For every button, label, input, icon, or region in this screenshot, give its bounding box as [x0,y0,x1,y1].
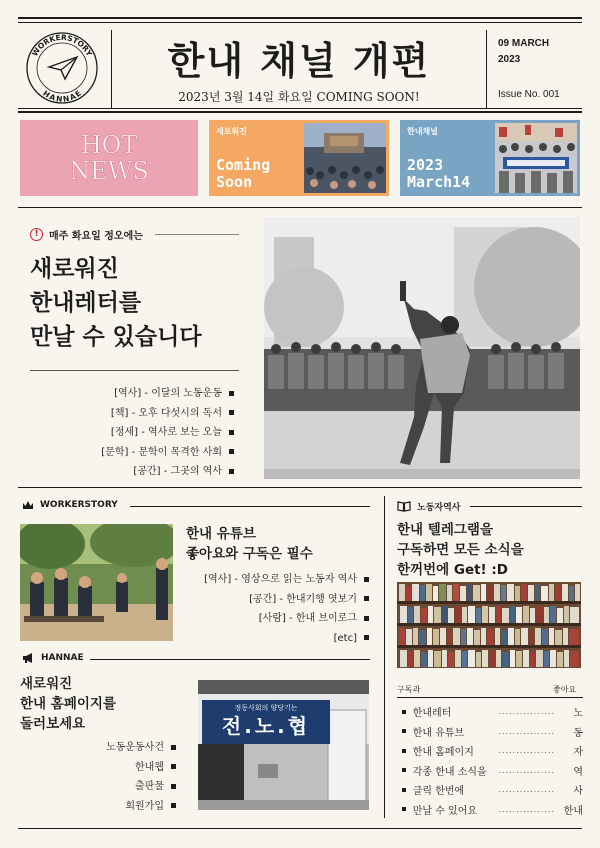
masthead-divider-right [486,30,487,108]
list-item[interactable]: 한내레터 ................ 노 [397,702,583,722]
list-item[interactable]: [문학] - 문학이 목격한 사회 [101,443,234,463]
list-item[interactable]: 출판물 [106,777,176,797]
feature-bottom-rule [18,487,582,488]
masthead-bottom-rule [18,108,582,109]
exclamation-icon: ! [30,228,43,241]
list-item[interactable]: [역사] - 이달의 노동운동 [101,384,234,404]
list-item[interactable]: 회원가입 [106,797,176,817]
homepage-links [106,738,176,816]
headline-line-3: 만날 수 있습니다 [30,324,202,350]
workerstory-label: WORKERSTORY [22,500,118,510]
logo-bottom-text: HANNAE [41,88,83,104]
homepage-heading: 새로워진 한내 홈페이지를 둘러보세요 [20,676,116,732]
list-item[interactable]: 한내 홈페이지 ................ 자 [397,741,583,761]
hot-news-box[interactable] [20,120,198,196]
list-item[interactable]: 노동운동사건 [106,738,176,758]
masthead-bottom-rule-thick [18,111,582,113]
list-item[interactable]: 클릭 한번에 ................ 사 [397,780,583,800]
history-line [470,506,582,507]
toc-right-label: 좋아요 [553,685,577,694]
headline-line-1: 새로워진 [30,256,119,282]
hannae-line [90,659,370,660]
subscription-list [397,702,583,819]
crowd-photo [304,123,386,193]
park-photo [20,524,173,641]
list-item[interactable]: [etc] [204,629,369,649]
svg-text:WORKERSTORY [30,33,94,58]
hot-text: HOT [80,131,138,159]
protest-photo [264,217,580,479]
headline-line-2: 한내레터를 [30,290,142,316]
megaphone-icon [22,653,35,663]
list-item[interactable]: [공간] - 그곳의 역사 [101,462,234,482]
list-item[interactable]: 한내 유튜브 ................ 동 [397,722,583,742]
issue-year: 2023 [498,54,521,65]
list-item[interactable]: [책] - 오후 다섯시의 독서 [101,404,234,424]
telegram-heading: 한내 텔레그램을 구독하면 모든 소식을 한꺼번에 Get! :D [397,522,524,578]
headline-line [30,370,239,371]
hannae-label: HANNAE [22,653,84,663]
toc-line [397,697,583,698]
jeonnohyup-banner: 정동사회의 양당기는 전.노.협 [202,700,330,744]
list-item[interactable]: 한내웹 [106,758,176,778]
list-item[interactable]: [정세] - 역사로 보는 오늘 [101,423,234,443]
youtube-heading: 한내 유튜브 좋아요와 구독은 필수 [186,526,313,562]
issue-number: Issue No. 001 [498,89,560,100]
alert-row [30,227,143,242]
crown-icon [22,500,34,510]
book-icon [397,501,411,512]
workerstory-line [130,506,370,507]
history-label: 노동자역사 [397,500,460,513]
coming-soon-box[interactable] [209,120,389,196]
exhibition-photo [198,680,369,810]
list-item[interactable]: [공간] - 한내기행 엿보기 [204,590,369,610]
paper-plane-icon [49,57,77,79]
banner-bottom-rule [18,207,582,208]
subtitle-line: 2023년 3월 14일 화요일 COMING SOON! [178,90,420,104]
soon-text: Soon [216,173,253,191]
youtube-topics [204,570,369,648]
list-item[interactable]: [역사] - 영상으로 읽는 노동자 역사 [204,570,369,590]
column-divider [384,496,385,818]
list-item[interactable]: 만날 수 있어요 ................ 한내 [397,800,583,820]
coming-text: Coming [216,156,271,174]
list-item[interactable]: [사람] - 한내 브이로그 [204,609,369,629]
top-rule-thin [18,22,582,23]
orange-tag: 새로워진 [216,127,247,136]
blue-tag: 한내채널 [407,127,438,136]
year-text: 2023 [407,156,444,174]
march14-box[interactable] [400,120,580,196]
page-title: 한내 채널 개편 [167,39,431,83]
bookshelf-photo [397,582,581,668]
toc-left-label: 구독과 [397,685,421,694]
march-photo [495,123,577,193]
list-item[interactable]: 각종 한내 소식을 ................ 역 [397,761,583,781]
issue-date: 09 MARCH [498,38,550,49]
alert-text: 매주 화요일 정오에는 [49,231,143,242]
bottom-rule [18,828,582,829]
workerstory-logo [24,30,100,106]
letter-topics [101,384,234,482]
alert-line [155,234,239,235]
svg-text:HANNAE [41,89,83,104]
feature-headline [30,252,202,354]
top-rule [18,17,582,19]
news-text: NEWS [69,157,149,185]
march14-text: March14 [407,173,471,191]
logo-top-text: WORKERSTORY [30,32,94,58]
